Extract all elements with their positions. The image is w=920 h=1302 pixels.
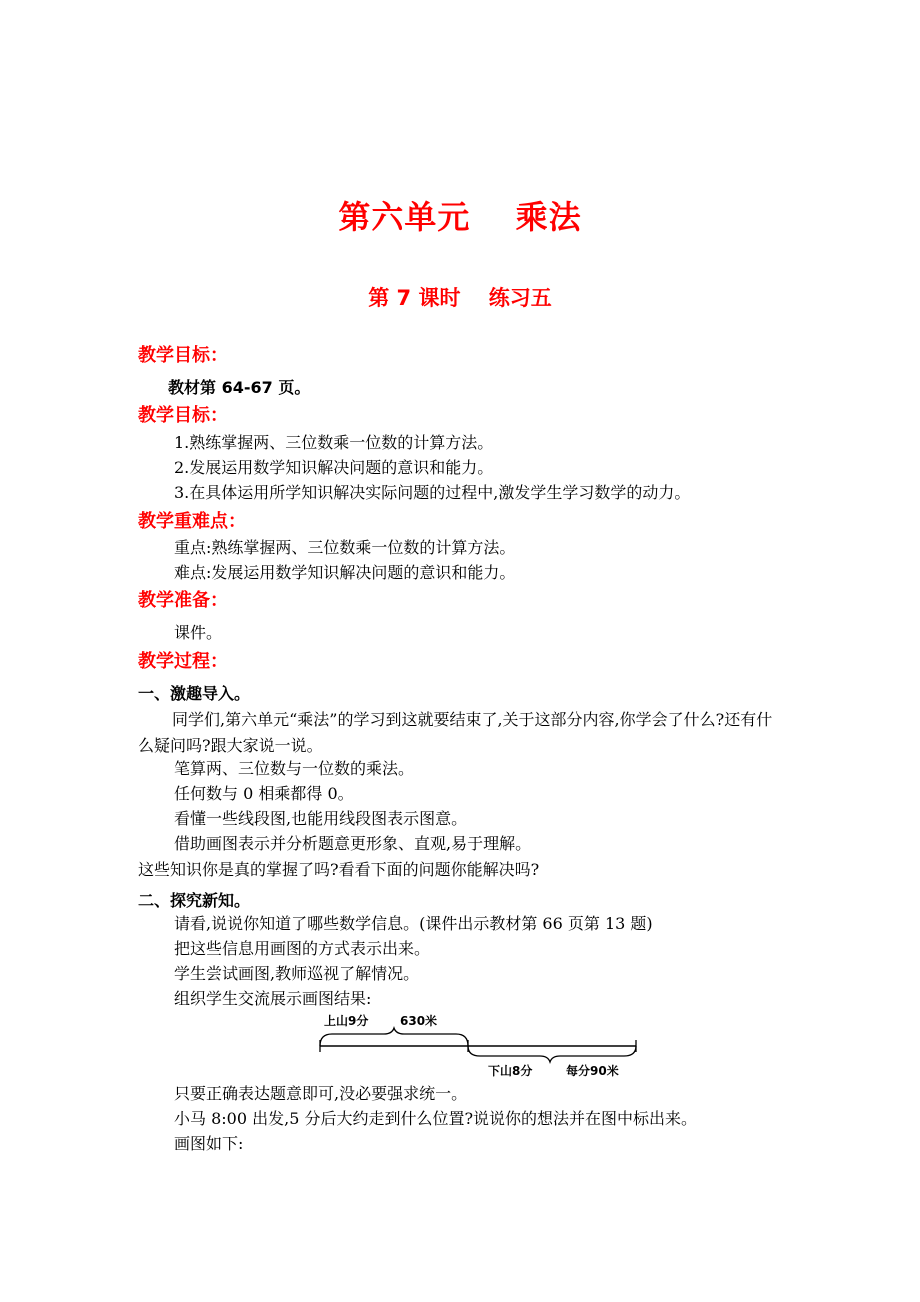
objective-item-2: 2.发展运用数学知识解决问题的意识和能力。	[174, 458, 494, 477]
part2-line-4: 组织学生交流展示画图结果:	[174, 989, 372, 1008]
textbook-pages: 教材第 64-67 页。	[168, 378, 311, 397]
part2-heading: 二、探究新知。	[138, 891, 251, 910]
part2-line-2: 把这些信息用画图的方式表示出来。	[174, 939, 431, 958]
teaching-objective-heading: 教学目标：	[138, 405, 228, 426]
difficult-point: 难点:发展运用数学知识解决问题的意识和能力。	[174, 563, 516, 582]
uphill-time-label: 上山9分	[324, 1014, 369, 1028]
preparation-text: 课件。	[174, 623, 223, 642]
line-segment-diagram	[316, 1010, 646, 1078]
uphill-brace	[320, 1028, 468, 1046]
objective-item-1: 1.熟练掌握两、三位数乘一位数的计算方法。	[174, 433, 494, 452]
part2-after-line-2: 小马 8:00 出发,5 分后大约走到什么位置?说说你的想法并在图中标出来。	[174, 1109, 698, 1128]
key-point: 重点:熟练掌握两、三位数乘一位数的计算方法。	[174, 538, 516, 557]
preparation-heading: 教学准备：	[138, 590, 228, 611]
downhill-time-label: 下山8分	[488, 1064, 533, 1078]
key-points-heading: 教学重难点：	[138, 511, 246, 532]
part1-heading: 一、激趣导入。	[138, 684, 251, 703]
part1-line-4: 借助画图表示并分析题意更形象、直观,易于理解。	[174, 834, 532, 853]
teaching-goal-heading: 教学目标：	[138, 345, 228, 366]
part1-line-3: 看懂一些线段图,也能用线段图表示图意。	[174, 809, 468, 828]
part1-line-2: 任何数与 0 相乘都得 0。	[174, 784, 354, 803]
part2-line-3: 学生尝试画图,教师巡视了解情况。	[174, 964, 420, 983]
objective-item-3: 3.在具体运用所学知识解决实际问题的过程中,激发学生学习数学的动力。	[174, 483, 691, 502]
unit-title: 第六单元 乘法	[338, 198, 582, 236]
part2-line-1: 请看,说说你知道了哪些数学信息。(课件出示教材第 66 页第 13 题)	[174, 914, 653, 933]
process-heading: 教学过程：	[138, 651, 228, 672]
part1-intro-paragraph: 同学们,第六单元“乘法”的学习到这就要结束了,关于这部分内容,你学会了什么?还有什么疑问吗?跟大家说一说。	[138, 710, 773, 755]
part2-after-line-1: 只要正确表达题意即可,没必要强求统一。	[174, 1084, 468, 1103]
part1-closing: 这些知识你是真的掌握了吗?看看下面的问题你能解决吗?	[138, 860, 540, 879]
lesson-subtitle: 第 7 课时 练习五	[368, 286, 552, 310]
part2-after-line-3: 画图如下:	[174, 1134, 244, 1153]
uphill-distance-label: 630米	[400, 1014, 438, 1028]
downhill-brace	[468, 1046, 636, 1062]
downhill-speed-label: 每分90米	[566, 1064, 619, 1078]
part1-line-1: 笔算两、三位数与一位数的乘法。	[174, 759, 415, 778]
